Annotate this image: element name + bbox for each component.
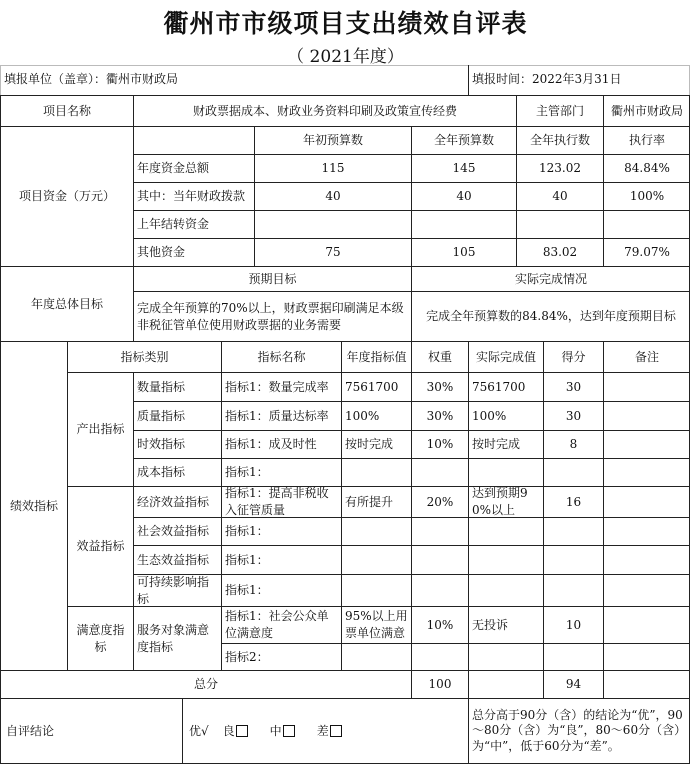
indicator-name: 指标2： — [225, 649, 269, 664]
funds-header-initial: 年初预算数 — [302, 133, 363, 147]
indicator-name: 指标1：数量完成率 — [225, 379, 329, 394]
project-name: 财政票据成本、财政业务资料印刷及政策宣传经费 — [192, 103, 457, 118]
goals-label: 年度总体目标 — [30, 296, 103, 311]
funds-cell: 100% — [629, 189, 665, 203]
funds-cell — [604, 211, 690, 238]
indicator-name: 指标1：提高非税收入征管质量 — [225, 487, 329, 517]
indicator-actual: 100% — [472, 408, 507, 423]
indicator-category: 质量指标 — [137, 408, 186, 423]
checkbox-good[interactable] — [236, 725, 248, 737]
funds-row-name: 其中：当年财政拨款 — [137, 189, 246, 203]
indicator-name: 指标1： — [225, 583, 269, 597]
option-poor: 差 — [316, 723, 329, 738]
indicator-category: 数量指标 — [137, 379, 186, 394]
indicator-target: 按时完成 — [345, 437, 394, 451]
indicator-category: 生态效益指标 — [137, 552, 210, 567]
perf-header-remark: 备注 — [634, 349, 659, 364]
indicator-score: 10 — [565, 617, 582, 632]
indicator-target: 7561700 — [345, 379, 399, 394]
indicator-weight: 20% — [426, 494, 454, 509]
perf-header-actual: 实际完成值 — [475, 349, 536, 364]
funds-cell: 84.84% — [624, 161, 670, 175]
indicator-category: 可持续影响指标 — [137, 575, 210, 606]
funds-cell: 40 — [552, 189, 568, 203]
perf-header-category: 指标类别 — [120, 349, 169, 364]
group-benefit: 效益指标 — [76, 539, 125, 553]
funds-cell: 105 — [452, 245, 476, 259]
indicator-name: 指标1： — [225, 465, 269, 479]
indicator-actual: 7561700 — [472, 379, 526, 394]
indicator-score: 30 — [565, 379, 582, 394]
indicator-score: 8 — [569, 437, 578, 451]
funds-cell: 123.02 — [539, 161, 581, 175]
funds-cell: 115 — [321, 161, 345, 175]
group-satisfaction: 满意度指标 — [76, 622, 125, 654]
indicator-score: 16 — [565, 494, 582, 509]
expected-goal-text: 完成全年预算的70%以上，财政票据印刷满足本级非税征管单位使用财政票据的业务需要 — [137, 300, 404, 332]
perf-header-score: 得分 — [561, 349, 586, 364]
funds-cell — [255, 211, 411, 238]
funds-cell: 75 — [325, 245, 341, 259]
actual-goal-text: 完成全年预算数的84.84%，达到年度预期目标 — [426, 309, 676, 323]
conclusion-options — [186, 699, 466, 763]
page-title: 衢州市市级项目支出绩效自评表 — [163, 9, 528, 38]
option-excellent: 优√ — [189, 723, 209, 738]
indicator-name: 指标1： — [225, 552, 269, 567]
funds-cell: 40 — [456, 189, 472, 203]
funds-header-rate: 执行率 — [628, 133, 665, 147]
dept-label: 主管部门 — [535, 103, 584, 118]
funds-cell — [412, 211, 516, 238]
indicator-target: 有所提升 — [345, 494, 394, 509]
indicator-actual: 按时完成 — [472, 437, 521, 451]
perf-header-name: 指标名称 — [257, 349, 306, 364]
indicator-category: 社会效益指标 — [137, 524, 210, 538]
perf-header-weight: 权重 — [427, 349, 452, 364]
funds-row-name: 上年结转资金 — [137, 217, 210, 231]
indicator-actual: 达到预期90%以上 — [472, 487, 528, 517]
indicator-score: 30 — [565, 408, 582, 423]
indicator-category: 时效指标 — [137, 437, 186, 451]
indicator-target: 100% — [345, 408, 380, 423]
report-date: 填报时间：2022年3月31日 — [472, 72, 622, 86]
funds-row-name: 其他资金 — [137, 245, 186, 259]
checkbox-poor[interactable] — [330, 725, 342, 737]
indicator-target: 95%以上用票单位满意 — [345, 609, 408, 640]
conclusion-label: 自评结论 — [6, 723, 55, 738]
indicator-weight: 30% — [426, 379, 454, 394]
indicator-name: 指标1： — [225, 524, 269, 538]
indicator-actual: 无投诉 — [472, 617, 509, 632]
checkbox-medium[interactable] — [283, 725, 295, 737]
actual-goal-label: 实际完成情况 — [514, 271, 587, 286]
total-label: 总分 — [193, 677, 218, 691]
total-score: 94 — [565, 677, 582, 691]
funds-cell: 40 — [325, 189, 341, 203]
funds-cell: 83.02 — [542, 245, 578, 259]
reporting-unit: 填报单位（盖章）：衢州市财政局 — [4, 72, 179, 86]
funds-cell: 79.07% — [624, 245, 670, 259]
funds-header-annual: 全年预算数 — [433, 133, 494, 147]
conclusion-note: 总分高于90分（含）的结论为“优”，90～80分（含）为“良”，80～60分（含）为“中”，低于60分为“差”。 — [472, 707, 687, 753]
funds-cell — [517, 211, 603, 238]
group-output: 产出指标 — [76, 422, 125, 436]
indicator-name: 指标1：社会公众单位满意度 — [225, 609, 329, 640]
indicator-weight: 30% — [426, 408, 454, 423]
year-subtitle: （ 2021年度） — [287, 47, 404, 67]
perf-label: 绩效指标 — [9, 498, 58, 513]
indicator-weight: 10% — [426, 437, 454, 451]
funds-row-name: 年度资金总额 — [137, 161, 210, 175]
total-weight: 100 — [428, 677, 452, 691]
project-name-label: 项目名称 — [42, 103, 91, 118]
dept-value: 衢州市财政局 — [610, 103, 683, 118]
expected-goal-label: 预期目标 — [248, 271, 297, 286]
indicator-category: 成本指标 — [137, 465, 186, 479]
indicator-name: 指标1：质量达标率 — [225, 408, 329, 423]
option-good: 良 — [222, 723, 235, 738]
funds-label: 项目资金（万元） — [18, 189, 115, 203]
option-medium: 中 — [269, 723, 282, 738]
indicator-category: 经济效益指标 — [137, 494, 210, 509]
perf-header-target: 年度指标值 — [346, 349, 407, 364]
indicator-weight: 10% — [426, 617, 454, 632]
funds-cell: 145 — [452, 161, 476, 175]
indicator-name: 指标1：成及时性 — [225, 437, 317, 451]
funds-header-executed: 全年执行数 — [529, 133, 590, 147]
indicator-category: 服务对象满意度指标 — [137, 622, 210, 654]
